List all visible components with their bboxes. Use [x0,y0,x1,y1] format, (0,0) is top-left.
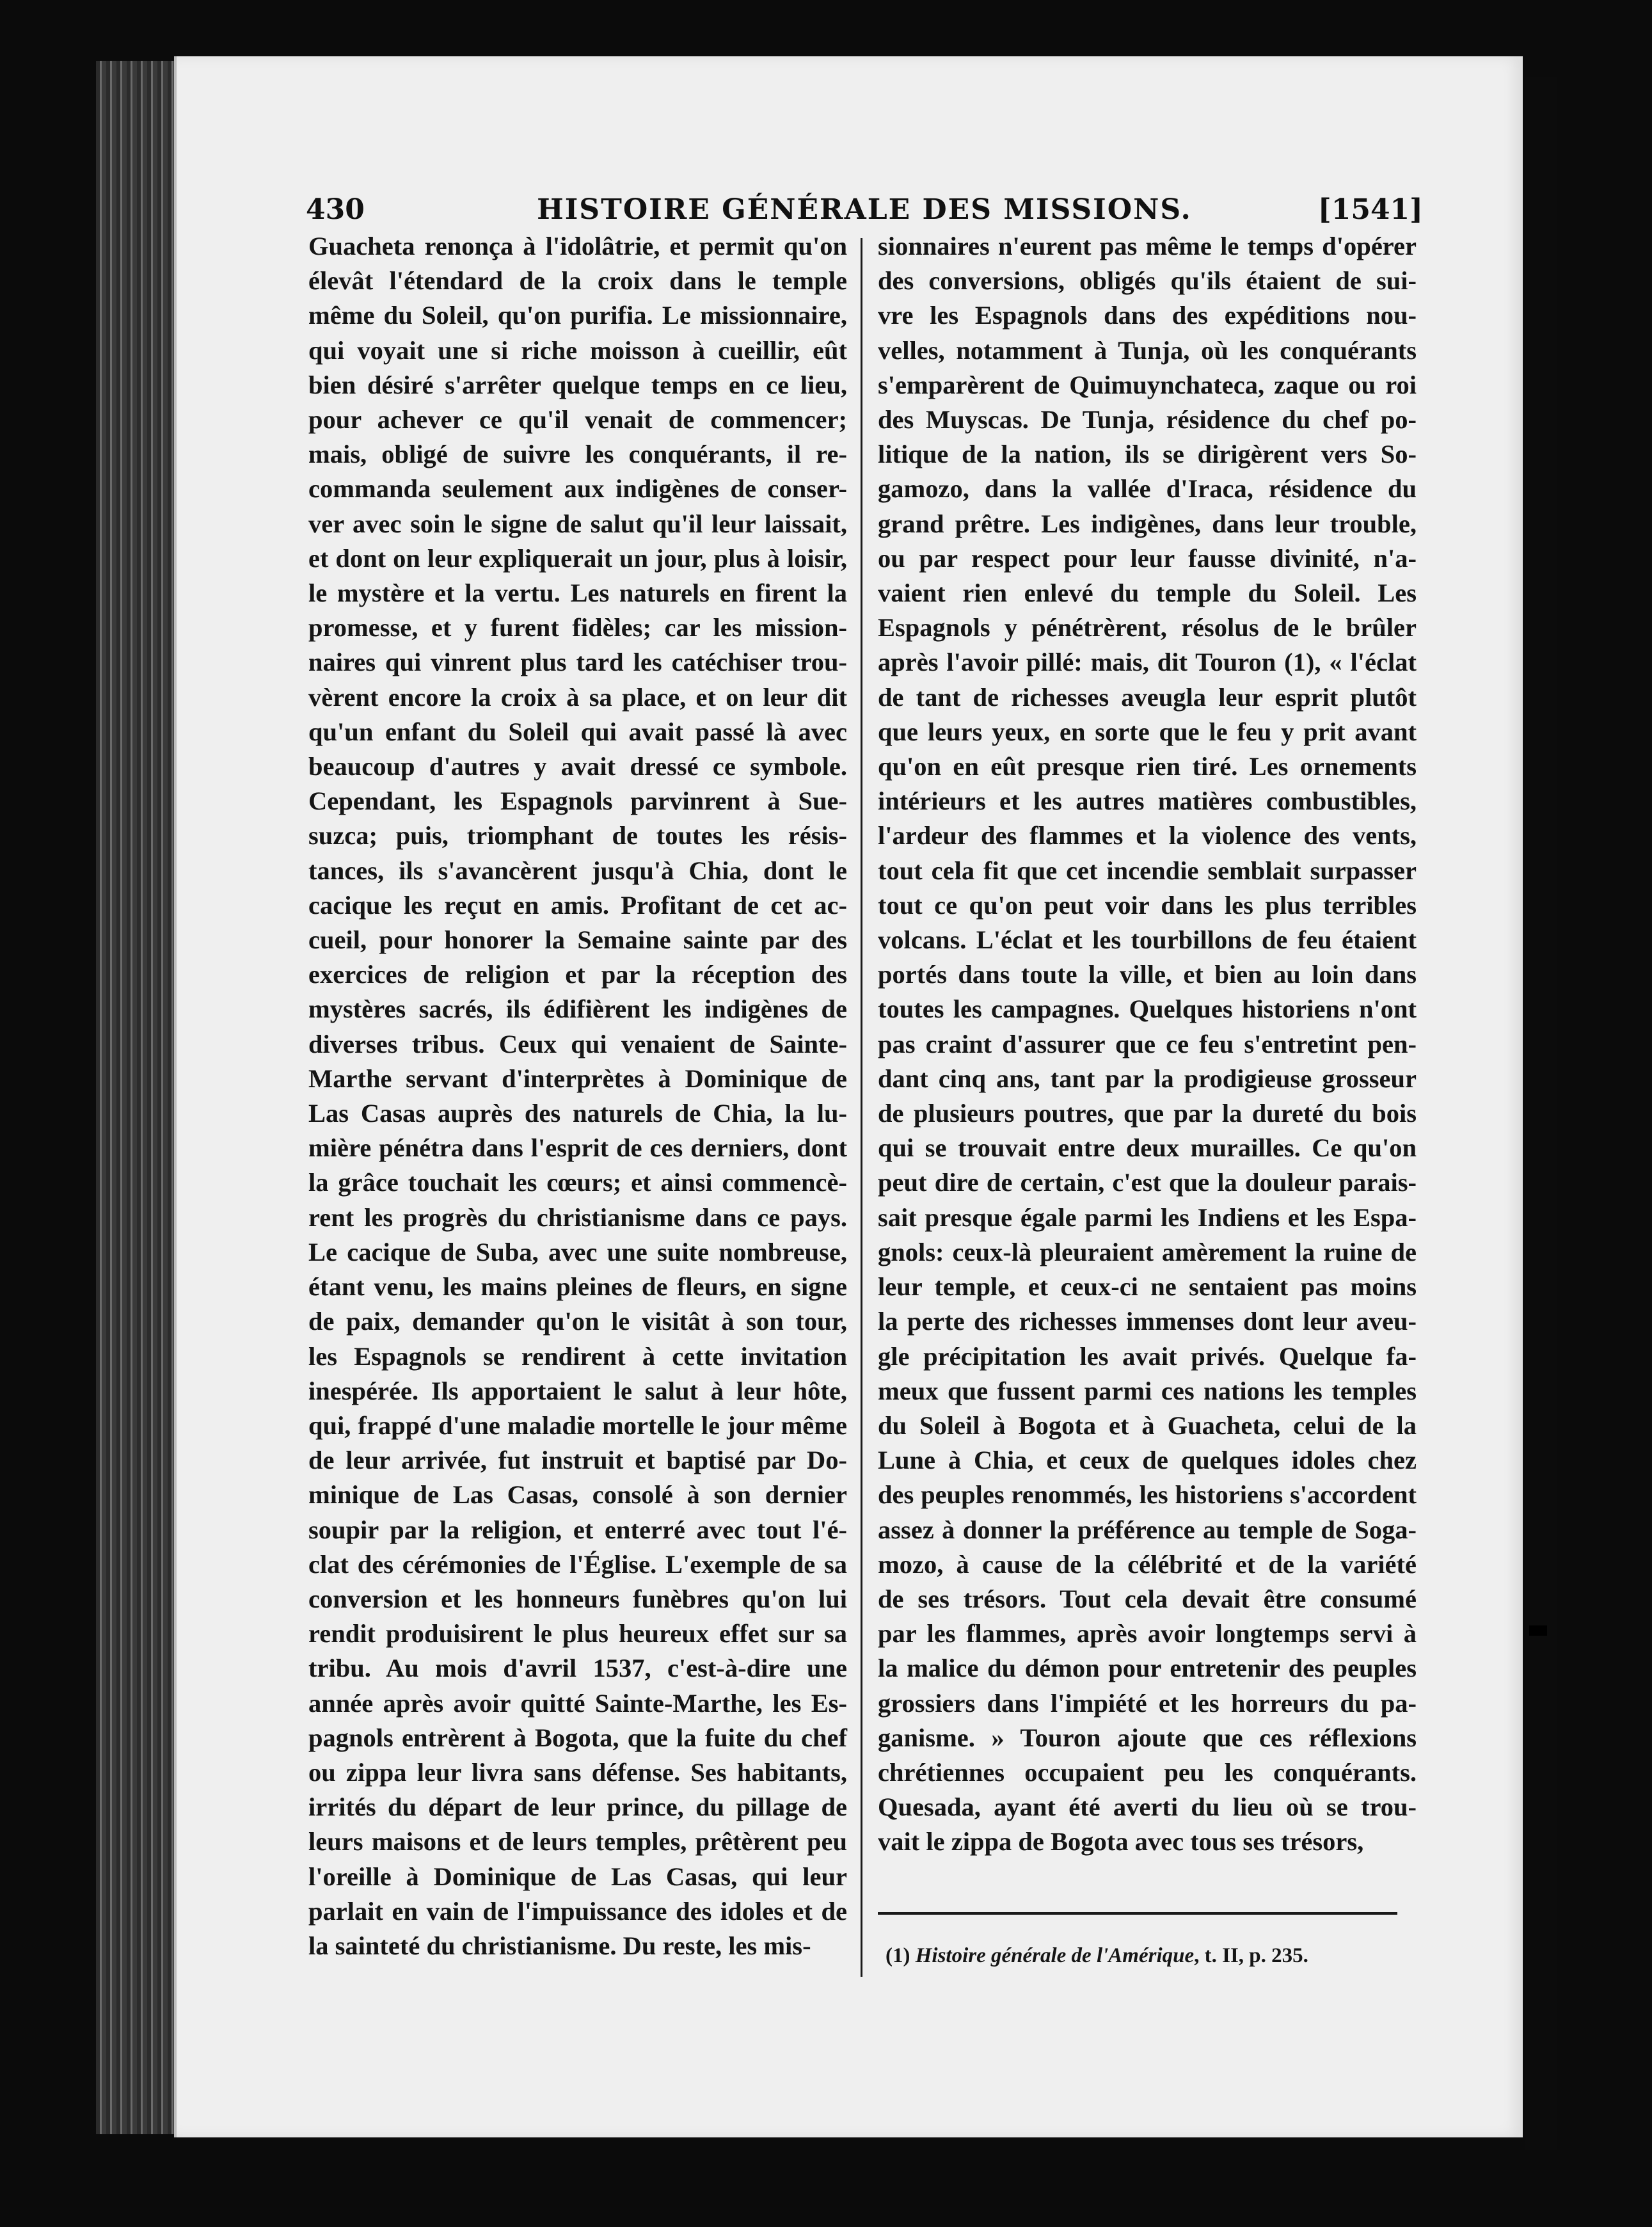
text-line: des Muyscas. De Tunja, résidence du chef po- [878,405,1417,435]
text-line: par les flammes, après avoir longtemps servi à [878,1619,1417,1648]
text-line: le mystère et la vertu. Les naturels en firent la [308,579,847,608]
text-line: grand prêtre. Les indigènes, dans leur trouble, [878,509,1417,538]
text-line: inespérée. Ils apportaient le salut à leur hôte, [308,1376,847,1405]
text-line: cacique les reçut en amis. Profitant de cet ac- [308,890,847,920]
text-line: bien désiré s'arrêter quelque temps en ce lieu, [308,370,847,399]
text-line: de plusieurs poutres, que par la dureté du bois [878,1099,1417,1128]
left-column [308,229,847,1963]
text-line: gle précipitation les avait privés. Quelque fa- [878,1341,1417,1371]
text-line: chrétiennes occupaient peu les conquérants. [878,1757,1417,1787]
text-line: qui, frappé d'une maladie mortelle le jour même [308,1410,847,1440]
text-line: velles, notamment à Tunja, où les conquérants [878,335,1417,365]
text-line: la grâce touchait les cœurs; et ainsi commencè- [308,1168,847,1197]
text-line: de tant de richesses aveugla leur esprit plutôt [878,682,1417,712]
page-header [306,193,1423,233]
text-line: dant cinq ans, tant par la prodigieuse grosseur [878,1064,1417,1093]
text-line: gamozo, dans la vallée d'Iraca, résidence du [878,474,1417,504]
text-line: les Espagnols se rendirent à cette invitation [308,1341,847,1371]
text-line: portés dans toute la ville, et bien au loin dans [878,960,1417,989]
text-line: vre les Espagnols dans des expéditions nou- [878,301,1417,330]
text-line: leur temple, et ceux-ci ne sentaient pas moins [878,1272,1417,1302]
scan-border [1525,77,1557,2150]
column-divider [861,238,862,1977]
text-line: la malice du démon pour entretenir des peuples [878,1654,1417,1683]
text-line: litique de la nation, ils se dirigèrent vers So- [878,440,1417,469]
footnote [886,1944,1436,1968]
text-line: de leur arrivée, fut instruit et baptisé par Do- [308,1446,847,1475]
text-line: mystères sacrés, ils édifièrent les indigènes de [308,994,847,1024]
text-line: du Soleil à Bogota et à Guacheta, celui de la [878,1410,1417,1440]
text-line: mais, obligé de suivre les conquérants, il re- [308,440,847,469]
text-line: pagnols entrèrent à Bogota, que la fuite du chef [308,1723,847,1752]
text-line: exercices de religion et par la réception des [308,960,847,989]
text-line: et dont on leur expliquerait un jour, plus à loisir, [308,543,847,573]
text-line: la perte des richesses immenses dont leur aveu- [878,1307,1417,1336]
text-line: pas craint d'assurer que ce feu s'entretint pen- [878,1029,1417,1058]
year-marker: [1541] [1317,193,1423,226]
text-line: Espagnols y pénétrèrent, résolus de le brûler [878,613,1417,643]
text-line: peut dire de certain, c'est que la douleur parais- [878,1168,1417,1197]
footnote-reference: , t. II, p. 235. [1194,1944,1308,1967]
text-line: Lune à Chia, et ceux de quelques idoles chez [878,1446,1417,1475]
text-line: pour achever ce qu'il venait de commencer; [308,405,847,435]
text-line: de paix, demander qu'on le visitât à son tour, [308,1307,847,1336]
text-line: qui voyait une si riche moisson à cueillir, eût [308,335,847,365]
text-line: Quesada, ayant été averti du lieu où se trou- [878,1792,1417,1822]
text-line: que leurs yeux, en sorte que le feu y prit avant [878,717,1417,746]
text-line: clat des cérémonies de l'Église. L'exemple de sa [308,1549,847,1579]
text-line: volcans. L'éclat et les tourbillons de feu étaient [878,925,1417,955]
text-line: sait presque égale parmi les Indiens et les Espa- [878,1202,1417,1232]
text-line: beaucoup d'autres y avait dressé ce symbole. [308,752,847,781]
text-line: minique de Las Casas, consolé à son dernier [308,1480,847,1510]
text-line: soupir par la religion, et enterré avec tout l'é- [308,1515,847,1544]
text-line: même du Soleil, qu'on purifia. Le missionnaire, [308,301,847,330]
text-line: intérieurs et les autres matières combustibles, [878,786,1417,816]
text-line: vèrent encore la croix à sa place, et on leur dit [308,682,847,712]
text-line: qui se trouvait entre deux murailles. Ce qu'on [878,1133,1417,1163]
text-line: Cependant, les Espagnols parvinrent à Sue- [308,786,847,816]
text-line: Las Casas auprès des naturels de Chia, la lu- [308,1099,847,1128]
text-line: la sainteté du christianisme. Du reste, les mis- [308,1931,811,1960]
text-line: Guacheta renonça à l'idolâtrie, et permit qu'on [308,232,847,260]
text-line: ou zippa leur livra sans défense. Ses habitants, [308,1757,847,1787]
text-line: sionnaires n'eurent pas même le temps d'opérer [878,232,1417,260]
footnote-marker: (1) [886,1944,910,1967]
text-line: Marthe servant d'interprètes à Dominique de [308,1064,847,1093]
text-line: élevât l'étendard de la croix dans le temple [308,266,847,296]
text-line: vait le zippa de Bogota avec tous ses trésors, [878,1827,1364,1856]
text-line: après l'avoir pillé: mais, dit Touron (1), « l'éclat [878,648,1417,677]
running-title: HISTOIRE GÉNÉRALE DES MISSIONS. [537,193,1192,226]
footnote-title: Histoire générale de l'Amérique [915,1944,1195,1967]
text-line: tout cela fit que cet incendie semblait surpasser [878,856,1417,885]
text-line: année après avoir quitté Sainte-Marthe, les Es- [308,1688,847,1718]
text-line: assez à donner la préférence au temple de Soga- [878,1515,1417,1544]
text-line: ganisme. » Touron ajoute que ces réflexions [878,1723,1417,1752]
text-line: gnols: ceux-là pleuraient amèrement la ruine de [878,1237,1417,1266]
text-line: ver avec soin le signe de salut qu'il leur laissait, [308,509,847,538]
text-line: tances, ils s'avancèrent jusqu'à Chia, dont le [308,856,847,885]
text-line: grossiers dans l'impiété et les horreurs du pa- [878,1688,1417,1718]
text-line: des conversions, obligés qu'ils étaient de sui- [878,266,1417,296]
text-line: rent les progrès du christianisme dans ce pays. [308,1202,847,1232]
text-line: tout ce qu'on peut voir dans les plus terribles [878,890,1417,920]
text-line: qu'on en eût presque rien tiré. Les ornements [878,752,1417,781]
text-line: s'emparèrent de Quimuynchateca, zaque ou roi [878,370,1417,399]
right-column [878,229,1417,1860]
text-line: tribu. Au mois d'avril 1537, c'est-à-dire une [308,1654,847,1683]
text-line: suzca; puis, triomphant de toutes les résis- [308,821,847,850]
text-line: vaient rien enlevé du temple du Soleil. Les [878,579,1417,608]
text-line: parlait en vain de l'impuissance des idoles et de [308,1896,847,1926]
text-line: ou par respect pour leur fausse divinité, n'a- [878,543,1417,573]
text-line: mière pénétra dans l'esprit de ces derniers, dont [308,1133,847,1163]
page-tab-mark [1529,1625,1547,1636]
text-line: toutes les campagnes. Quelques historiens n'ont [878,994,1417,1024]
text-line: naires qui vinrent plus tard les catéchiser trou- [308,648,847,677]
footnote-rule [878,1912,1397,1915]
page-number: 430 [306,193,365,226]
book-edge [96,61,179,2134]
text-line: étant venu, les mains pleines de fleurs, en signe [308,1272,847,1302]
text-line: conversion et les honneurs funèbres qu'on lui [308,1584,847,1613]
text-line: l'ardeur des flammes et la violence des vents, [878,821,1417,850]
text-line: rendit produisirent le plus heureux effet sur sa [308,1619,847,1648]
text-line: qu'un enfant du Soleil qui avait passé là avec [308,717,847,746]
text-line: de ses trésors. Tout cela devait être consumé [878,1584,1417,1613]
text-line: leurs maisons et de leurs temples, prêtèrent peu [308,1827,847,1856]
text-line: Le cacique de Suba, avec une suite nombreuse, [308,1237,847,1266]
text-line: cueil, pour honorer la Semaine sainte par des [308,925,847,955]
text-line: irrités du départ de leur prince, du pillage de [308,1792,847,1822]
text-line: promesse, et y furent fidèles; car les mission- [308,613,847,643]
text-line: diverses tribus. Ceux qui venaient de Sainte- [308,1029,847,1058]
text-line: commanda seulement aux indigènes de conser- [308,474,847,504]
text-line: des peuples renommés, les historiens s'accordent [878,1480,1417,1510]
text-line: meux que fussent parmi ces nations les temples [878,1376,1417,1405]
text-line: l'oreille à Dominique de Las Casas, qui leur [308,1862,847,1891]
text-line: mozo, à cause de la célébrité et de la variété [878,1549,1417,1579]
